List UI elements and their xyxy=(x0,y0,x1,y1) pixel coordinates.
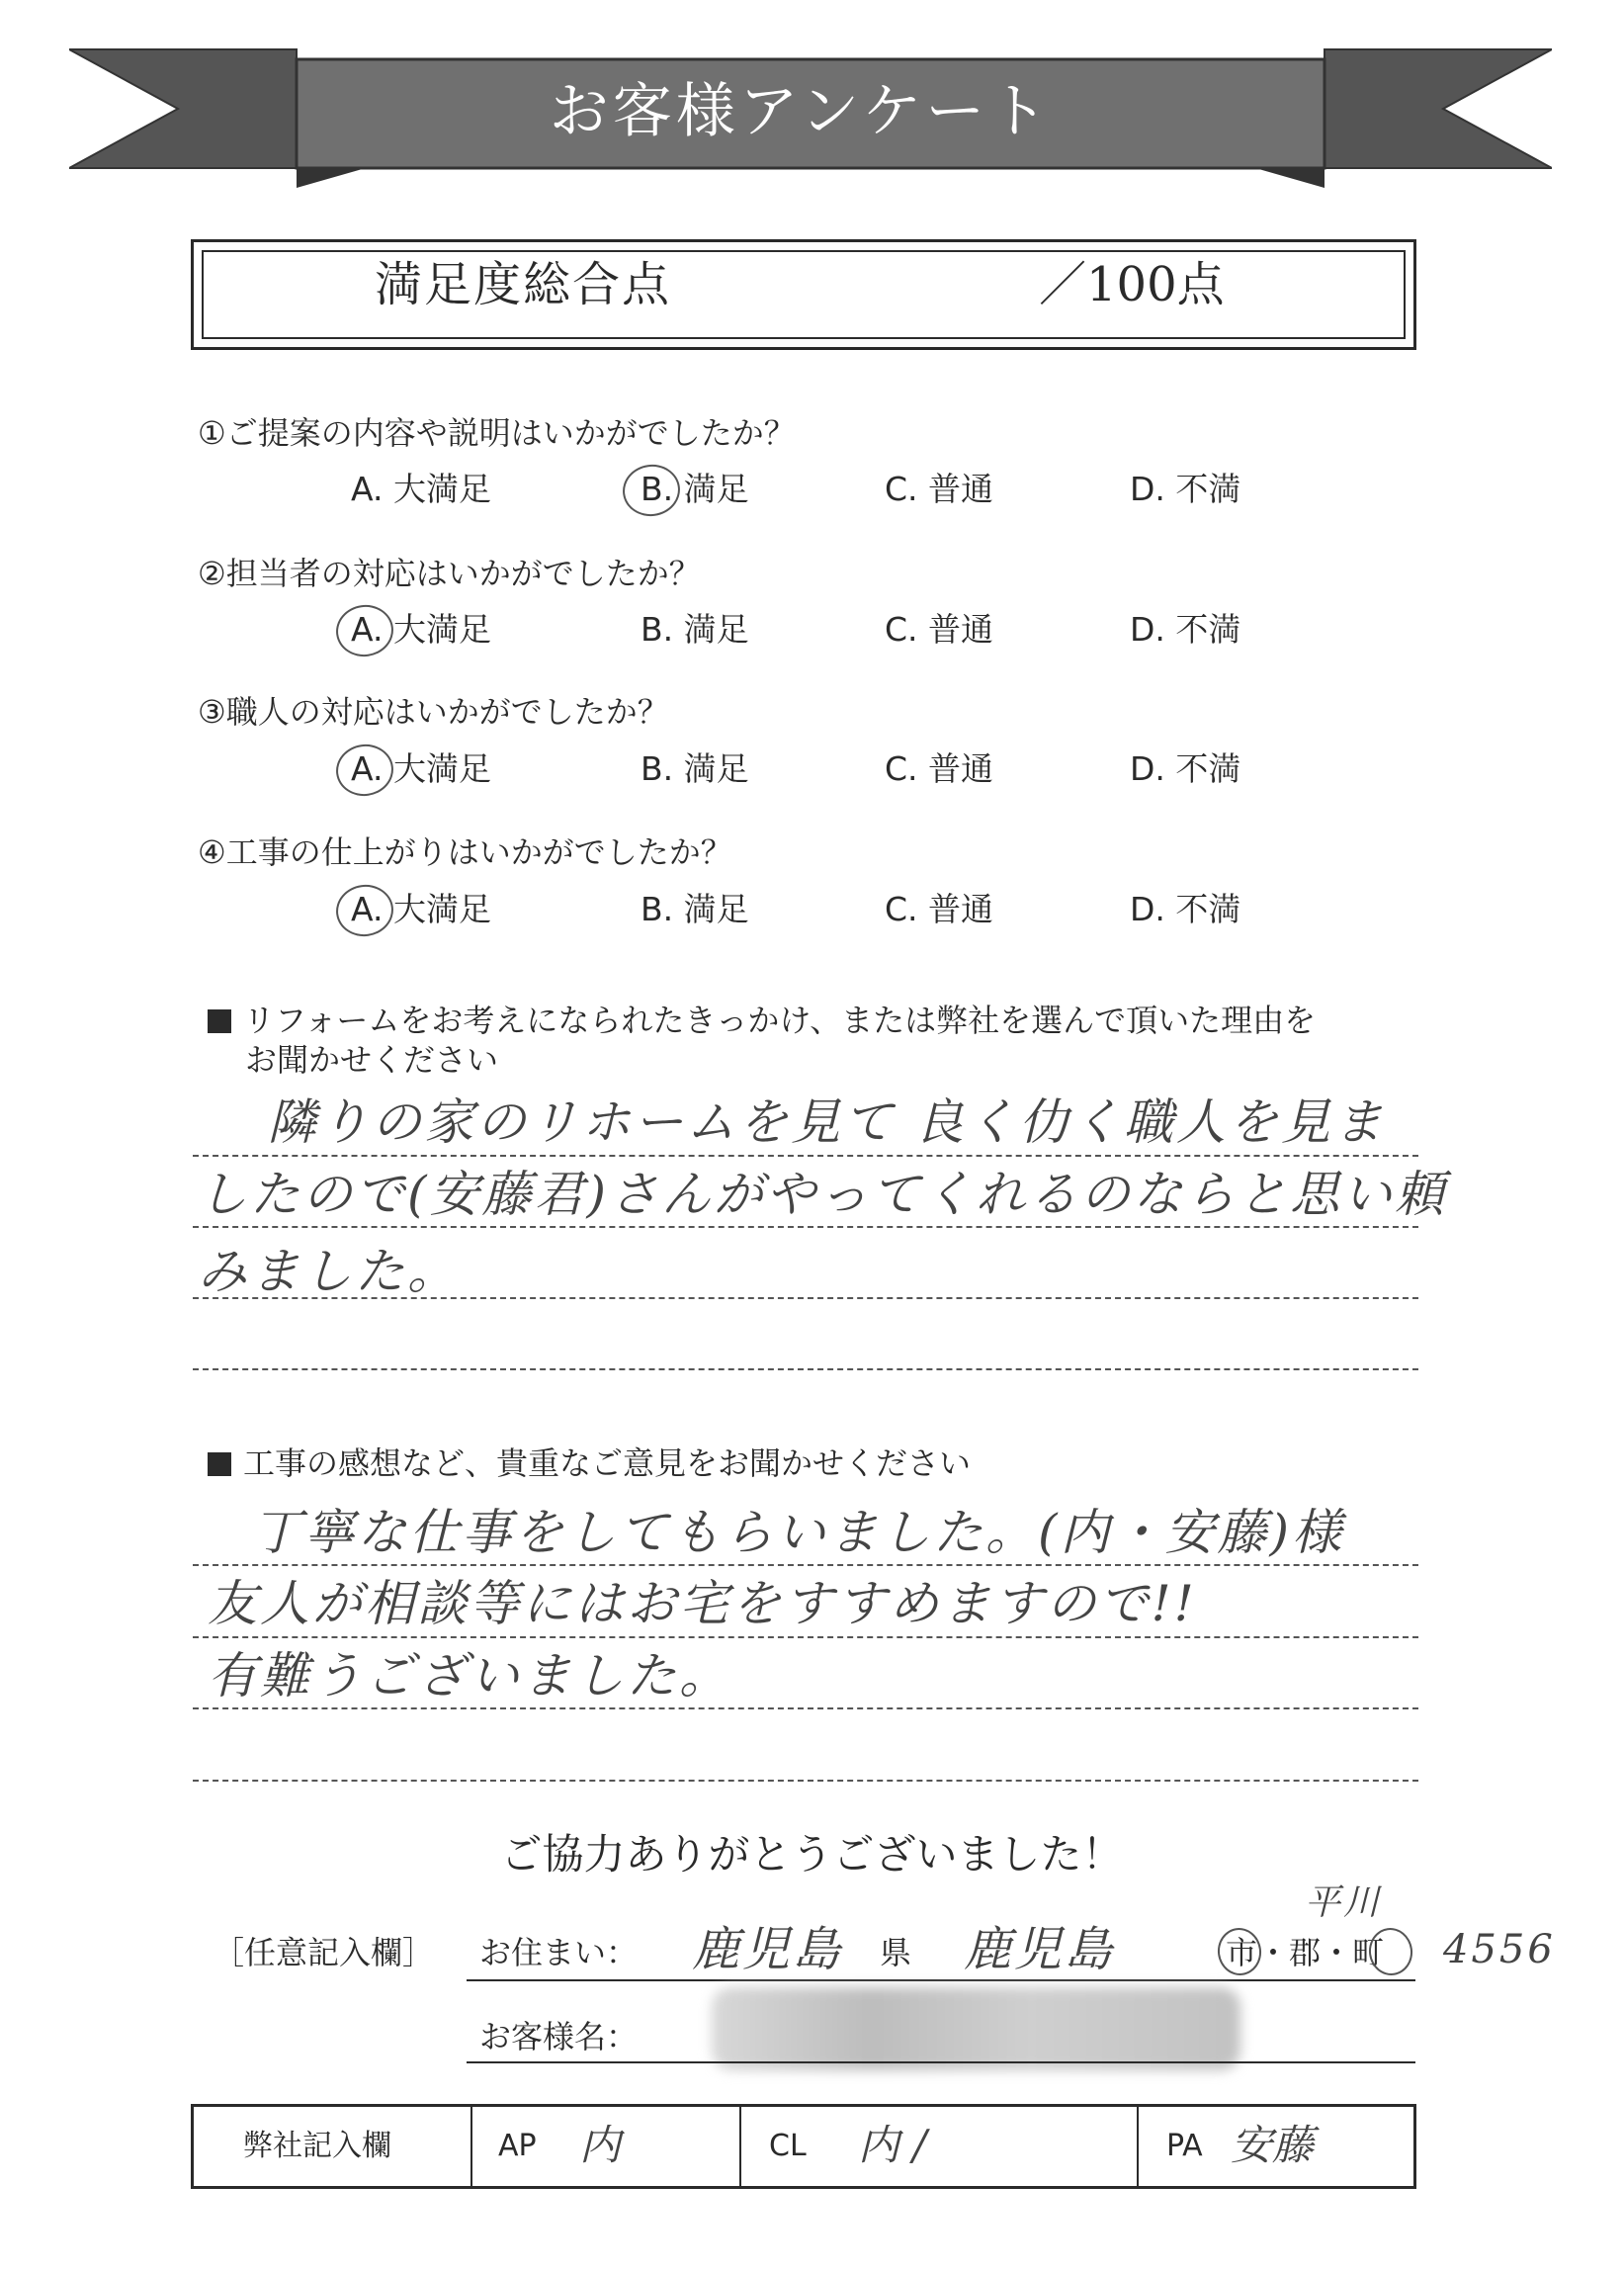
optional-section-label: ［任意記入欄］ xyxy=(213,1934,435,1971)
answer-rule xyxy=(193,1368,1418,1370)
address-underline xyxy=(467,1979,1415,1981)
section1-header-line1: リフォームをお考えになられたきっかけ、または弊社を選んで頂いた理由を xyxy=(243,1002,1317,1039)
office-label: 弊社記入欄 xyxy=(243,2129,391,2163)
answer-rule xyxy=(193,1780,1418,1782)
q1-option-c[interactable]: C. 普通 xyxy=(885,470,994,508)
section1-header xyxy=(208,999,1316,1042)
cl-label: CL xyxy=(769,2129,807,2163)
question-4: ④工事の仕上がりはいかがでしたか？ xyxy=(198,833,732,871)
office-label-cell xyxy=(194,2107,472,2186)
section2-header-text: 工事の感想など、貴重なご意見をお聞かせください xyxy=(243,1444,972,1482)
score-max-label: ／100点 xyxy=(1039,257,1225,312)
answer-rule xyxy=(193,1636,1418,1638)
section2-answer-line2: 友人が相談等にはお宅をすすめますので!! xyxy=(208,1575,1197,1632)
square-bullet-icon xyxy=(208,1452,231,1476)
q2-option-b[interactable]: B. 満足 xyxy=(641,610,749,649)
cl-cell[interactable] xyxy=(739,2107,1139,2186)
office-use-table xyxy=(191,2104,1416,2189)
q2-option-c[interactable]: C. 普通 xyxy=(885,610,994,649)
q4-option-b[interactable]: B. 満足 xyxy=(641,890,749,928)
answer-rule xyxy=(193,1297,1418,1299)
answer-rule xyxy=(193,1155,1418,1157)
section1-answer-line1: 隣りの家のリホームを見て 良く仂く職人を見ま xyxy=(267,1093,1386,1151)
q1-option-b[interactable]: B. 満足 xyxy=(641,470,749,508)
q2-option-a[interactable]: A. 大満足 xyxy=(351,610,491,649)
prefecture-suffix: 県 xyxy=(880,1934,912,1971)
answer-rule xyxy=(193,1707,1418,1709)
customer-name-label: お客様名： xyxy=(479,2018,639,2055)
q4-option-c[interactable]: C. 普通 xyxy=(885,890,994,928)
section2-answer-line1: 丁寧な仕事をしてもらいました。(内・安藤)様 xyxy=(252,1504,1345,1561)
ap-value: 内 xyxy=(579,2121,622,2169)
pa-value: 安藤 xyxy=(1231,2121,1315,2169)
square-bullet-icon xyxy=(208,1009,231,1033)
question-2: ②担当者の対応はいかがでしたか？ xyxy=(198,555,701,592)
address-label: お住まい： xyxy=(479,1934,639,1971)
ap-label: AP xyxy=(498,2129,537,2163)
section1-answer-line3: みました。 xyxy=(198,1243,460,1300)
score-box xyxy=(191,239,1416,350)
q2-option-d[interactable]: D. 不満 xyxy=(1130,610,1241,649)
q3-option-b[interactable]: B. 満足 xyxy=(641,749,749,788)
page-title: お客様アンケート xyxy=(549,77,1053,146)
pa-cell[interactable] xyxy=(1137,2107,1413,2186)
q1-option-d[interactable]: D. 不満 xyxy=(1130,470,1241,508)
q3-option-a[interactable]: A. 大満足 xyxy=(351,749,491,788)
town-value[interactable]: 平川 xyxy=(1305,1882,1383,1923)
thanks-message: ご協力ありがとうございました！ xyxy=(500,1830,1124,1879)
ap-cell[interactable] xyxy=(470,2107,741,2186)
section2-answer-line3: 有難うございました。 xyxy=(208,1647,731,1704)
section2-header xyxy=(208,1442,971,1485)
cl-value: 内 / xyxy=(858,2121,927,2169)
house-number-value[interactable]: 4556 xyxy=(1443,1927,1556,1972)
score-label: 満足度総合点 xyxy=(375,257,672,312)
question-1: ①ご提案の内容や説明はいかがでしたか？ xyxy=(198,414,796,452)
question-3: ③職人の対応はいかがでしたか？ xyxy=(198,693,669,731)
q4-option-d[interactable]: D. 不満 xyxy=(1130,890,1241,928)
city-value[interactable]: 鹿児島 xyxy=(964,1922,1116,1977)
section1-answer-line2: したので(安藤君)さんがやってくれるのならと思い頼 xyxy=(198,1166,1448,1223)
name-underline xyxy=(467,2061,1415,2063)
q3-option-c[interactable]: C. 普通 xyxy=(885,749,994,788)
answer-rule xyxy=(193,1564,1418,1566)
city-type-options: 市・郡・町 xyxy=(1226,1934,1385,1971)
q4-option-a[interactable]: A. 大満足 xyxy=(351,890,491,928)
q3-option-d[interactable]: D. 不満 xyxy=(1130,749,1241,788)
redacted-customer-name xyxy=(712,1987,1240,2070)
section1-header-line2: お聞かせください xyxy=(245,1041,499,1079)
answer-rule xyxy=(193,1226,1418,1228)
q1-option-a[interactable]: A. 大満足 xyxy=(351,470,491,508)
prefecture-value[interactable]: 鹿児島 xyxy=(692,1922,844,1977)
pa-label: PA xyxy=(1166,2129,1203,2163)
